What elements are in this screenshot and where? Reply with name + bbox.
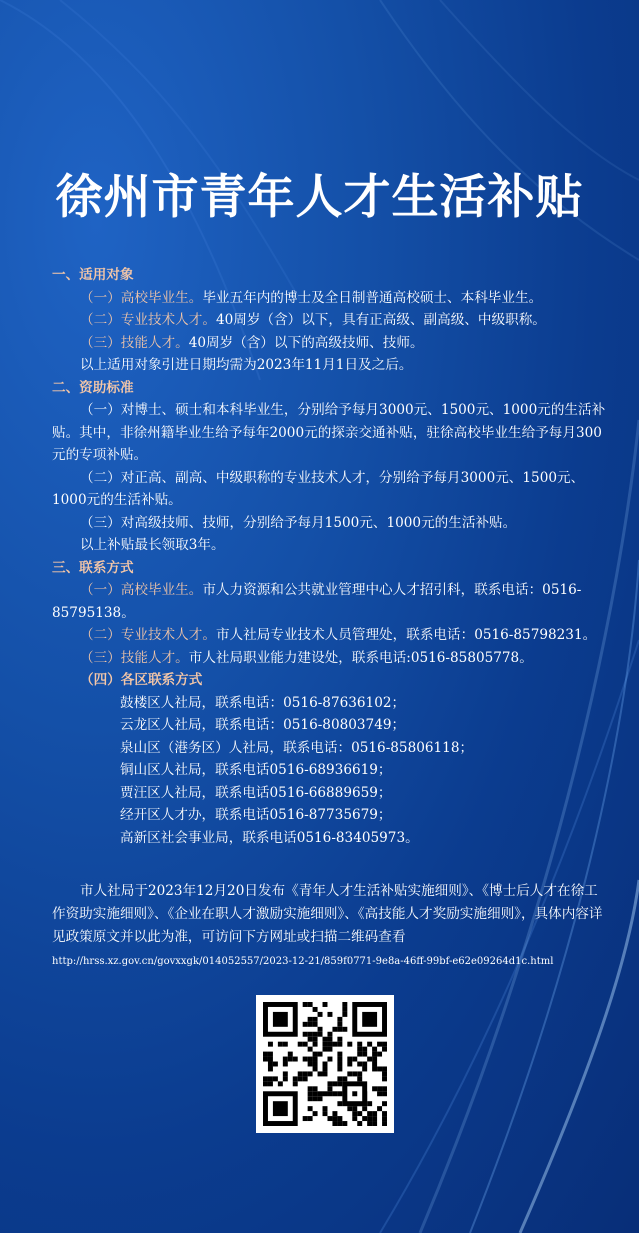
standard-paragraph: （一）对博士、硕士和本科毕业生，分别给予每月3000元、1500元、1000元的生活补贴。其中，非徐州籍毕业生给予每年2000元的探亲交通补贴，驻徐高校毕业生给予每月300元的专项补贴。: [52, 402, 606, 463]
section-heading-standards: 二、资助标准: [52, 379, 134, 396]
footer-notice: [52, 880, 608, 973]
district-contact: 高新区社会事业局，联系电话0516-83405973。: [120, 829, 419, 846]
qr-code[interactable]: [256, 995, 394, 1133]
district-contact: 经开区人才办，联系电话0516-87735679；: [120, 807, 392, 823]
footer-text: 市人社局于2023年12月20日发布《青年人才生活补贴实施细则》、《博士后人才在徐工作资助实施细则》、《企业在职人才激励实施细则》、《高技能人才奖励实施细则》，具体内容详见政策原文并以此为准，可访问下方网址或扫描二维码查看: [52, 883, 603, 945]
district-contacts-heading: （四）各区联系方式: [80, 672, 203, 688]
eligibility-note: 以上适用对象引进日期均需为2023年11月1日及之后。: [80, 357, 413, 373]
qr-code-icon: [263, 1002, 387, 1126]
district-contact: 泉山区（港务区）人社局，联系电话：0516-85806118；: [120, 739, 474, 756]
list-item: （二）专业技术人才。40周岁（含）以下，具有正高级、副高级、中级职称。: [80, 312, 546, 328]
policy-content: [52, 264, 612, 849]
section-heading-contacts: 三、联系方式: [52, 559, 134, 576]
list-item: （一）高校毕业生。毕业五年内的博士及全日制普通高校硕士、本科毕业生。: [80, 289, 543, 306]
district-contact: 贾汪区人社局，联系电话0516-66889659；: [120, 784, 392, 801]
list-item: （三）技能人才。市人社局职业能力建设处，联系电话:0516-85805778。: [80, 649, 533, 666]
list-item: （二）专业技术人才。市人社局专业技术人员管理处，联系电话：0516-85798231。: [80, 627, 597, 643]
page-title: 徐州市青年人才生活补贴: [55, 170, 584, 225]
standard-paragraph: （二）对正高、副高、中级职称的专业技术人才，分别给予每月3000元、1500元、1000元的生活补贴。: [52, 469, 585, 508]
section-heading-eligibility: 一、适用对象: [52, 267, 134, 283]
list-item: （三）技能人才。40周岁（含）以下的高级技师、技师。: [80, 334, 424, 351]
district-contact: 云龙区人社局，联系电话：0516-80803749；: [120, 717, 406, 733]
list-item: （一）高校毕业生。市人力资源和公共就业管理中心人才招引科，联系电话：0516-85795138。: [52, 582, 582, 621]
standard-paragraph: （三）对高级技师、技师，分别给予每月1500元、1000元的生活补贴。: [80, 514, 517, 531]
district-contact: 鼓楼区人社局，联系电话：0516-87636102；: [120, 694, 406, 711]
standards-note: 以上补贴最长领取3年。: [80, 537, 225, 553]
district-contact: 铜山区人社局，联系电话0516-68936619；: [120, 762, 392, 778]
policy-link[interactable]: http://hrss.xz.gov.cn/govxxgk/014052557/2023-12-21/859f0771-9e8a-46ff-99bf-e62e09264d1c.html: [52, 956, 554, 967]
